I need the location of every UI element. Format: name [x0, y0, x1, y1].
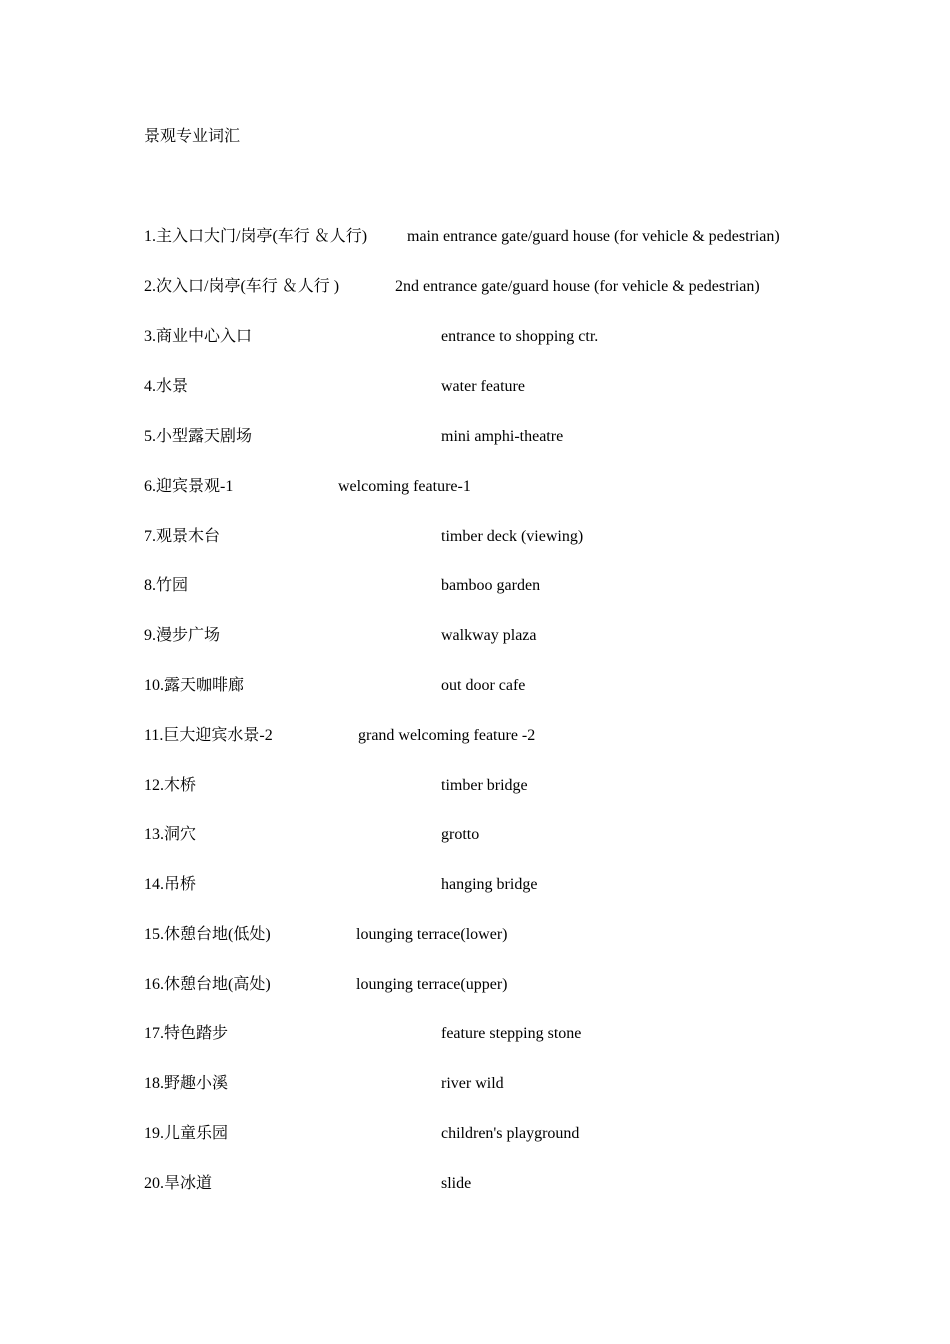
- chinese-term: 8.竹园: [144, 577, 189, 594]
- english-term: slide: [441, 1175, 472, 1192]
- chinese-term: 19.儿童乐园: [144, 1125, 229, 1142]
- glossary-entry: [144, 1022, 904, 1046]
- chinese-term: 10.露天咖啡廊: [144, 677, 245, 694]
- chinese-term: 1.主入口大门/岗亭(车行 ＆人行): [144, 228, 368, 245]
- english-term: hanging bridge: [441, 876, 538, 893]
- chinese-term: 11.巨大迎宾水景-2: [144, 727, 273, 744]
- english-term: lounging terrace(lower): [356, 926, 508, 943]
- english-term: main entrance gate/guard house (for vehicle & pedestrian): [407, 228, 780, 245]
- glossary-entry: [144, 674, 904, 698]
- chinese-term: 9.漫步广场: [144, 627, 221, 644]
- glossary-entry: [144, 724, 904, 748]
- chinese-term: 18.野趣小溪: [144, 1075, 229, 1092]
- glossary-entry: [144, 1172, 904, 1196]
- chinese-term: 20.旱冰道: [144, 1175, 213, 1192]
- glossary-entry: [144, 624, 904, 648]
- english-term: timber bridge: [441, 777, 528, 794]
- english-term: timber deck (viewing): [441, 528, 584, 545]
- english-term: river wild: [441, 1075, 504, 1092]
- chinese-term: 13.洞穴: [144, 826, 197, 843]
- english-term: lounging terrace(upper): [356, 976, 508, 993]
- chinese-term: 14.吊桥: [144, 876, 197, 893]
- chinese-term: 6.迎宾景观-1: [144, 478, 234, 495]
- glossary-entry: [144, 425, 904, 449]
- chinese-term: 15.休憩台地(低处): [144, 926, 271, 943]
- english-term: out door cafe: [441, 677, 526, 694]
- english-term: bamboo garden: [441, 577, 541, 594]
- glossary-entry: [144, 823, 904, 847]
- chinese-term: 7.观景木台: [144, 528, 221, 545]
- english-term: feature stepping stone: [441, 1025, 582, 1042]
- english-term: welcoming feature-1: [338, 478, 471, 495]
- glossary-entry: [144, 1072, 904, 1096]
- english-term: mini amphi-theatre: [441, 428, 564, 445]
- glossary-entry: [144, 873, 904, 897]
- chinese-term: 17.特色踏步: [144, 1025, 229, 1042]
- page-title: 景观专业词汇: [144, 128, 241, 145]
- chinese-term: 3.商业中心入口: [144, 328, 253, 345]
- glossary-entry: [144, 225, 904, 249]
- english-term: water feature: [441, 378, 525, 395]
- glossary-entry: [144, 574, 904, 598]
- glossary-entry: [144, 525, 904, 549]
- english-term: grand welcoming feature -2: [358, 727, 536, 744]
- glossary-entry: [144, 325, 904, 349]
- glossary-entry: [144, 774, 904, 798]
- chinese-term: 5.小型露天剧场: [144, 428, 253, 445]
- chinese-term: 16.休憩台地(高处): [144, 976, 271, 993]
- chinese-term: 4.水景: [144, 378, 189, 395]
- glossary-entry: [144, 973, 904, 997]
- english-term: grotto: [441, 826, 480, 843]
- english-term: entrance to shopping ctr.: [441, 328, 599, 345]
- glossary-entry: [144, 923, 904, 947]
- glossary-entry: [144, 375, 904, 399]
- chinese-term: 2.次入口/岗亭(车行 ＆人行 ): [144, 278, 340, 295]
- chinese-term: 12.木桥: [144, 777, 197, 794]
- glossary-entry: [144, 275, 904, 299]
- glossary-entry: [144, 475, 904, 499]
- english-term: children's playground: [441, 1125, 580, 1142]
- english-term: walkway plaza: [441, 627, 537, 644]
- english-term: 2nd entrance gate/guard house (for vehicle & pedestrian): [395, 278, 760, 295]
- glossary-entry: [144, 1122, 904, 1146]
